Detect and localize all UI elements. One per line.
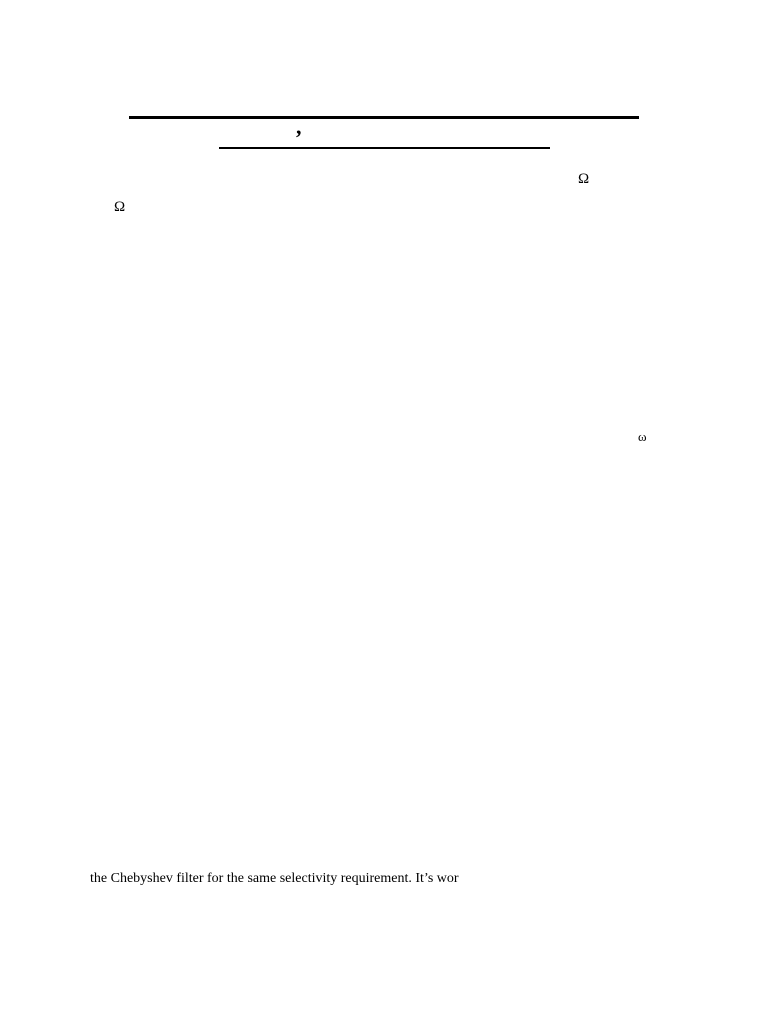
omega-lowercase-symbol: ω: [638, 429, 647, 444]
body-text-line: the Chebyshev filter for the same selectivity requirement. It’s wor: [90, 871, 459, 886]
header-comma: ,: [296, 114, 302, 139]
top-rule: [129, 116, 639, 119]
sub-rule: [219, 147, 550, 149]
omega-symbol: Ω: [114, 199, 126, 215]
omega-symbol: Ω: [578, 171, 590, 187]
